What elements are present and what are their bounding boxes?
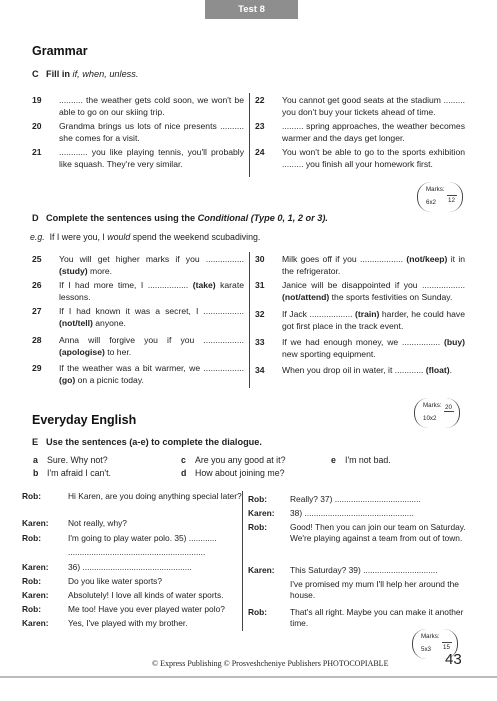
option-d: d How about joining me? (181, 468, 285, 478)
question-27: 27 If I had known it was a secret, I ................. (not/tell) anyone. (32, 306, 244, 328)
question-23: 23 ......... spring approaches, the weather becomes warmer and the days get longer. (255, 121, 465, 143)
instruction-d: D Complete the sentences using the Conditional (Type 0, 1, 2 or 3). (32, 213, 328, 223)
test-tab: Test 8 (205, 0, 298, 19)
dialogue-line: Rob: I'm going to play water polo. 35) ............ (22, 533, 217, 543)
question-28: 28 Anna will forgive you if you ................. (apologise) to her. (32, 335, 244, 357)
option-e: e I'm not bad. (331, 455, 391, 465)
page-edge (0, 676, 497, 678)
dialogue-line: Karen: Yes, I've played with my brother. (22, 618, 188, 628)
section-title-everyday-english: Everyday English (32, 413, 137, 427)
question-21: 21 ............ you like playing tennis, you'll probably like squash. They're very similar. (32, 147, 244, 169)
question-32: 32 If Jack .................. (train) harder, he could have got first place in the track event. (255, 309, 465, 331)
question-25: 25 You will get higher marks if you ................ (study) more. (32, 254, 244, 276)
copyright-footer: © Express Publishing © Prosveshcheniye Publishers PHOTOCOPIABLE (152, 659, 389, 668)
question-26: 26 If I had more time, I ................. (take) karate lessons. (32, 280, 244, 302)
dialogue-line: Rob: Really? 37) ..................................... (248, 494, 421, 504)
dialogue-line: Karen: 38) ............................................... (248, 508, 414, 518)
option-b: b I'm afraid I can't. (33, 468, 111, 478)
instruction-e: E Use the sentences (a-e) to complete the dialogue. (32, 437, 262, 447)
dialogue-line: Karen: This Saturday? 39) ................................ (248, 565, 438, 575)
dialogue-line: Rob: That's all right. Maybe you can make it another time. (248, 607, 464, 629)
dialogue-line: Rob: Good! Then you can join our team on Saturday. We're playing against a team from out of town. (248, 522, 466, 544)
example-sentence: e.g. If I were you, I would spend the weekend scubadiving. (30, 232, 261, 242)
section-title-grammar: Grammar (32, 44, 88, 58)
marks-box-1: Marks: 6x2 12 (417, 182, 463, 212)
dialogue-line: Karen: Absolutely! I love all kinds of water sports. (22, 590, 224, 600)
dialogue-line: Rob: Hi Karen, are you doing anything special later? (22, 491, 242, 501)
question-19: 19 .......... the weather gets cold soon, we won't be able to go on our skiing trip. (32, 95, 244, 117)
dialogue-line: I've promised my mum I'll help her around the house. (290, 579, 459, 601)
instruction-c: C Fill in if, when, unless. (32, 69, 139, 79)
dialogue-line: Karen: Not really, why? (22, 518, 127, 528)
question-33: 33 If we had enough money, we ................ (buy) new sporting equipment. (255, 337, 465, 359)
instruction-letter: C (32, 69, 39, 79)
question-31: 31 Janice will be disappointed if you .................. (not/attend) the sports festivities on Sunday. (255, 280, 465, 302)
dialogue-line: ........................................................... (68, 547, 206, 557)
question-22: 22 You cannot get good seats at the stadium ......... you don't buy your tickets ahead of time. (255, 95, 465, 117)
question-29: 29 If the weather was a bit warmer, we ................. (go) on a picnic today. (32, 363, 244, 385)
marks-box-2: Marks: 10x2 20 (414, 398, 460, 428)
page-number: 43 (445, 651, 462, 668)
dialogue-line: Rob: Do you like water sports? (22, 576, 163, 586)
dialogue-line: Rob: Me too! Have you ever played water polo? (22, 604, 225, 614)
question-34: 34 When you drop oil in water, it ............ (float). (255, 365, 453, 375)
option-c: c Are you any good at it? (181, 455, 286, 465)
question-20: 20 Grandma brings us lots of nice presents .......... she comes for a visit. (32, 121, 244, 143)
column-divider (249, 252, 250, 388)
question-30: 30 Milk goes off if you .................. (not/keep) it in the refrigerator. (255, 254, 466, 276)
dialogue-line: Karen: 36) ............................................... (22, 562, 192, 572)
question-24: 24 You won't be able to go to the sports exhibition ......... you finish all your homework first. (255, 147, 465, 169)
column-divider (242, 491, 243, 631)
column-divider (249, 93, 250, 177)
option-a: a Sure. Why not? (33, 455, 108, 465)
marks-box-3: Marks: 5x3 15 (412, 629, 458, 659)
